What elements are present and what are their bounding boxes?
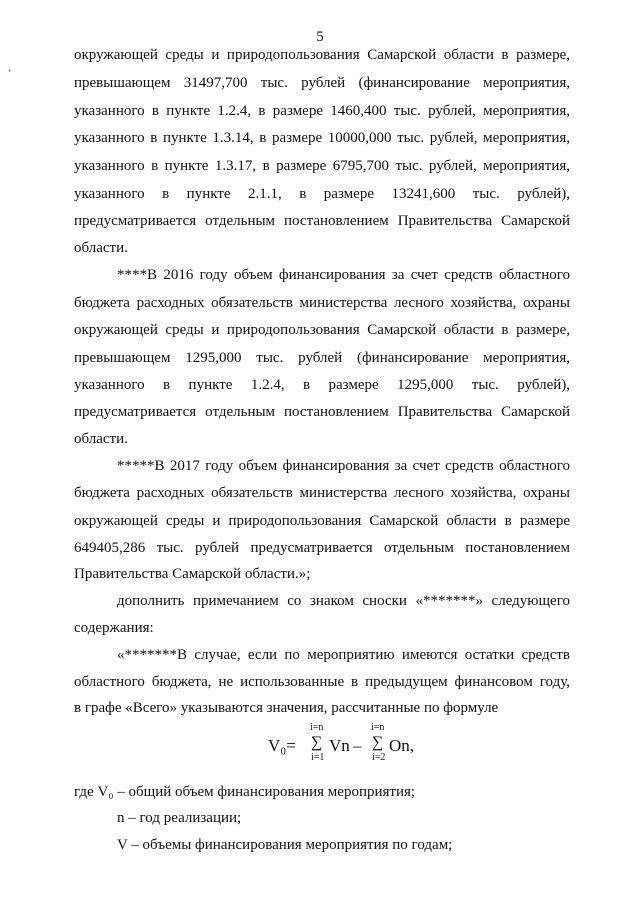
text-line: в графе «Всего» указываются значения, рассчитанные по формуле bbox=[74, 700, 499, 716]
sum1-upper-limit: i=n bbox=[310, 722, 324, 733]
text-line: окружающей среды и природопользования Самарской области в размере, bbox=[74, 322, 570, 338]
text-line: окружающей среды и природопользования Самарской области в размере, bbox=[74, 47, 570, 63]
page-number: 5 bbox=[316, 29, 324, 45]
sum2-lower-limit: i=2 bbox=[372, 752, 386, 763]
formula-term-o: On, bbox=[389, 736, 415, 755]
text-line: предусматривается отдельным постановлением Правительства Самарской bbox=[74, 404, 570, 420]
text-line: окружающей среды и природопользования Самарской области в размере bbox=[74, 513, 570, 529]
text-line: содержания: bbox=[74, 620, 154, 636]
text-line: V – объемы финансирования мероприятия по годам; bbox=[117, 837, 453, 853]
text-line: превышающем 31497,700 тыс. рублей (финансирование мероприятия, bbox=[74, 75, 570, 91]
text-line: области. bbox=[74, 240, 128, 256]
text-line: указанного в пункте 1.3.17, в размере 6795,700 тыс. рублей, мероприятия, bbox=[74, 158, 570, 174]
text-line: области. bbox=[74, 431, 128, 447]
sum2-upper-limit: i=n bbox=[371, 722, 385, 733]
formula-minus: – bbox=[353, 736, 362, 755]
text-line: бюджета расходных обязательств министерства лесного хозяйства, охраны bbox=[74, 295, 570, 311]
text-line: указанного в пункте 1.3.14, в размере 10000,000 тыс. рублей, мероприятия, bbox=[74, 130, 570, 146]
paragraph-start: «*******В случае, если по мероприятию имеются остатки средств bbox=[117, 647, 570, 663]
paragraph-start: ****В 2016 году объем финансирования за счет средств областного bbox=[117, 267, 570, 283]
margin-mark: • bbox=[8, 66, 12, 76]
paragraph-start: дополнить примечанием со знаком сноски «*******» следующего bbox=[117, 593, 570, 609]
text-line: Правительства Самарской области.»; bbox=[74, 566, 311, 582]
text-line: указанного в пункте 1.2.4, в размере 1295,000 тыс. рублей), bbox=[74, 377, 570, 393]
sigma-symbol: ∑ bbox=[311, 734, 323, 751]
text-line: n – год реализации; bbox=[117, 810, 242, 826]
formula-lhs: V₀= bbox=[268, 736, 296, 755]
text-line: указанного в пункте 2.1.1, в размере 13241,600 тыс. рублей), bbox=[74, 186, 570, 202]
text-line: 649405,286 тыс. рублей предусматривается отдельным постановлением bbox=[74, 540, 570, 556]
text-line: областного бюджета, не использованные в предыдущем финансовом году, bbox=[74, 674, 570, 690]
text-line: бюджета расходных обязательств министерства лесного хозяйства, охраны bbox=[74, 485, 570, 501]
text-line: предусматривается отдельным постановлением Правительства Самарской bbox=[74, 213, 570, 229]
sigma-symbol: ∑ bbox=[372, 734, 384, 751]
formula-term-v: Vn bbox=[329, 736, 350, 755]
text-line: где V₀ – общий объем финансирования мероприятия; bbox=[74, 784, 416, 800]
paragraph-start: *****В 2017 году объем финансирования за счет средств областного bbox=[117, 458, 570, 474]
text-line: превышающем 1295,000 тыс. рублей (финансирование мероприятия, bbox=[74, 350, 570, 366]
text-line: указанного в пункте 1.2.4, в размере 1460,400 тыс. рублей, мероприятия, bbox=[74, 103, 570, 119]
sum1-lower-limit: i=1 bbox=[311, 752, 325, 763]
